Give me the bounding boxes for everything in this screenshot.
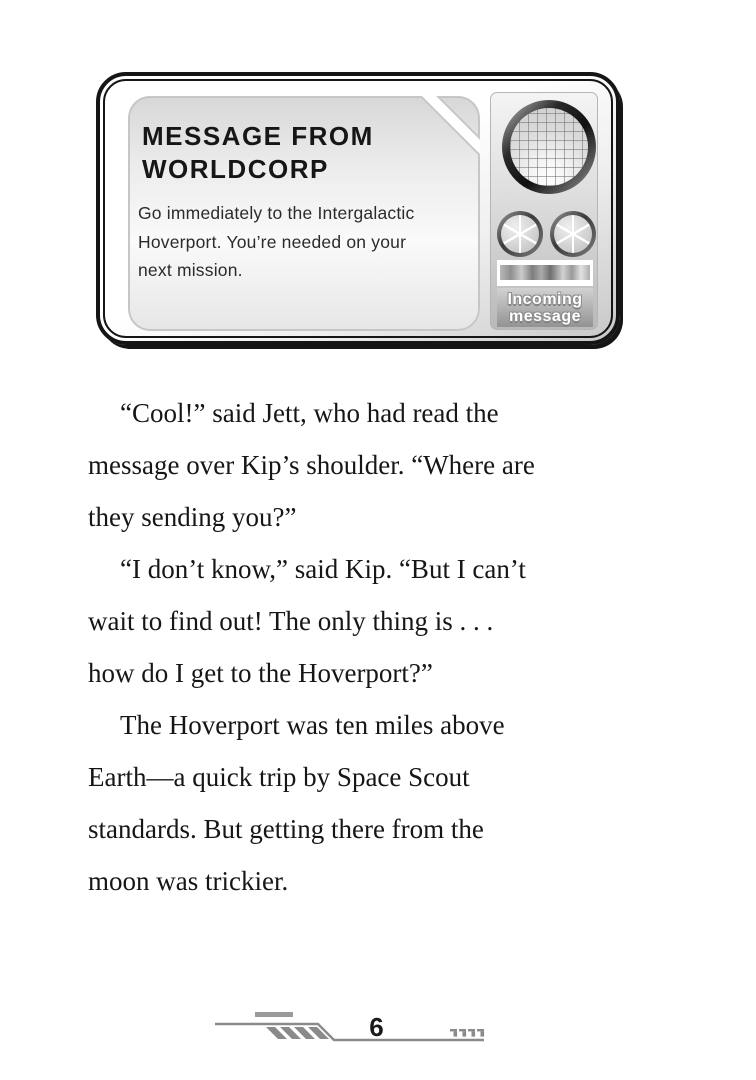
incoming-message-badge xyxy=(497,288,593,327)
story-line: Earth—a quick trip by Space Scout xyxy=(88,762,470,792)
incoming-label-line2: message xyxy=(509,307,581,325)
page-number: 6 xyxy=(369,1012,385,1042)
story-text xyxy=(88,387,648,907)
globe-mesh-screen-icon xyxy=(502,100,596,194)
signal-strip xyxy=(497,260,593,286)
footer-decoration xyxy=(200,1000,500,1050)
story-line: moon was trickier. xyxy=(88,866,289,896)
story-line: how do I get to the Hoverport?” xyxy=(88,658,433,688)
fan-dial-icon xyxy=(497,211,543,257)
message-body-line1: Go immediately to the Intergalactic xyxy=(138,203,415,223)
footer-accent-bar xyxy=(255,1012,293,1017)
shimmer-signal-bar xyxy=(500,265,590,280)
globe-screen-mesh xyxy=(510,108,588,186)
story-line: “I don’t know,” said Kip. “But I can’t xyxy=(120,554,526,584)
message-body-line2: Hoverport. You’re needed on your xyxy=(138,231,407,252)
fan-dial-face xyxy=(554,215,592,253)
message-body-line3: next mission. xyxy=(138,260,243,280)
story-line: “Cool!” said Jett, who had read the xyxy=(120,398,499,428)
story-line: wait to find out! The only thing is . . . xyxy=(88,606,494,636)
story-line: they sending you?” xyxy=(88,502,297,532)
footer-step-line xyxy=(215,1024,484,1040)
story-line: message over Kip’s shoulder. “Where are xyxy=(88,450,535,480)
story-line: The Hoverport was ten miles above xyxy=(120,710,505,740)
message-title xyxy=(142,120,374,186)
message-title-line1: MESSAGE FROM xyxy=(142,121,374,151)
footer-tick-marks xyxy=(450,1029,484,1037)
message-body xyxy=(138,199,414,285)
message-title-line2: WORLDCORP xyxy=(142,154,329,184)
fan-dial-icon xyxy=(550,211,596,257)
story-line: standards. But getting there from the xyxy=(88,814,484,844)
message-panel xyxy=(128,96,480,331)
incoming-label-line1: Incoming xyxy=(507,290,583,308)
corner-accent-band xyxy=(407,96,480,168)
communicator-device xyxy=(96,72,620,345)
fan-dial-face xyxy=(501,215,539,253)
control-panel xyxy=(490,92,598,330)
